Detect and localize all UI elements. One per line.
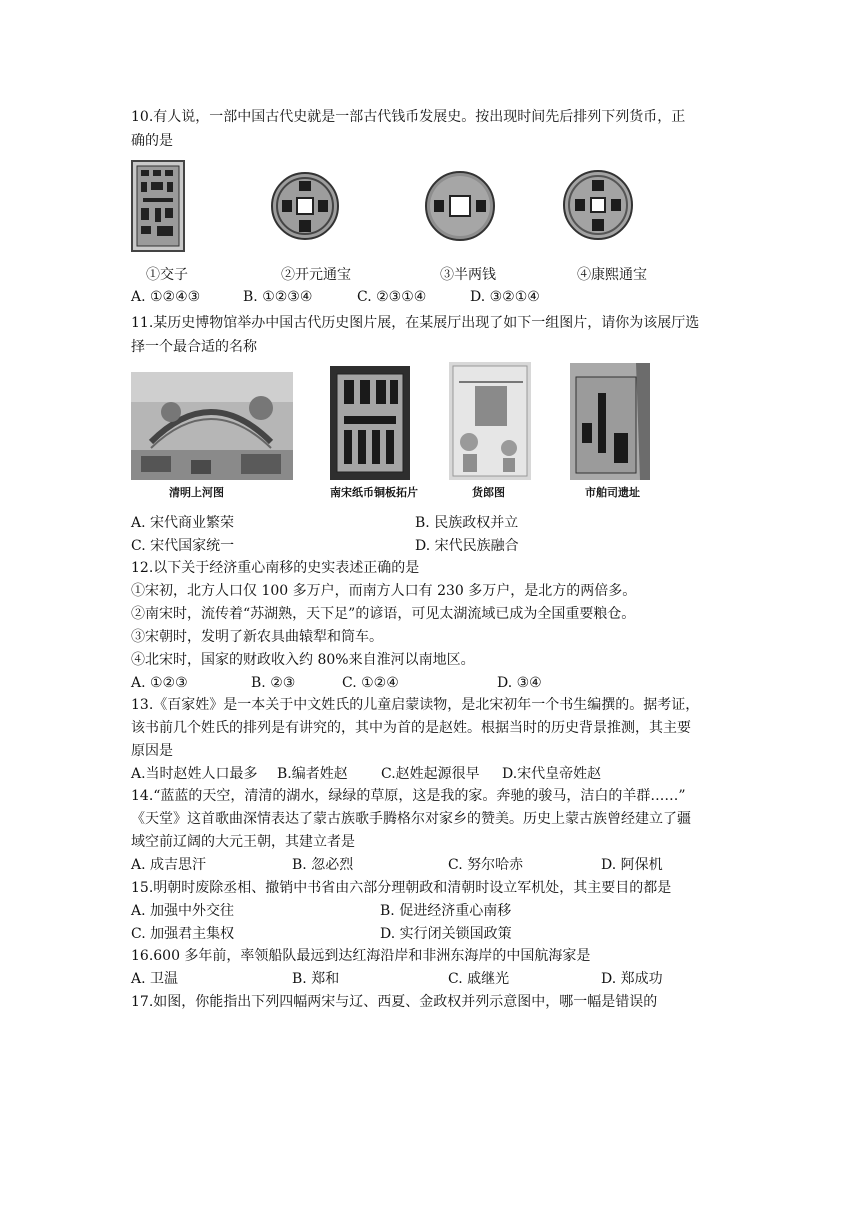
q10-option-d: D. ③②①④ bbox=[470, 289, 540, 305]
caption-qingming: 清明上河图 bbox=[169, 486, 224, 499]
caption-paper-money: 南宋纸币铜板拓片 bbox=[330, 486, 418, 499]
q10-stem-line2: 确的是 bbox=[131, 133, 173, 149]
q10-option-a: A. ①②④③ bbox=[131, 289, 201, 305]
kaiyuan-tongbao-coin-image bbox=[270, 170, 340, 242]
q10-stem-line1: 10.有人说，一部中国古代史就是一部古代钱币发展史。按出现时间先后排列下列货币，正 bbox=[131, 109, 686, 125]
q13-stem-line3: 原因是 bbox=[131, 743, 173, 759]
q12-option-c: C. ①②④ bbox=[342, 675, 399, 691]
coin-label-kangxi: ④康熙通宝 bbox=[577, 267, 647, 283]
q10-option-c: C. ②③①④ bbox=[357, 289, 427, 305]
coin-label-kaiyuan: ②开元通宝 bbox=[281, 267, 351, 283]
q14-option-d: D. 阿保机 bbox=[601, 857, 663, 873]
q16-option-a: A. 卫温 bbox=[131, 971, 179, 987]
q14-option-a: A. 成吉思汗 bbox=[131, 857, 207, 873]
caption-huolang: 货郎图 bbox=[472, 486, 505, 499]
q16-stem: 16.600 多年前，率领船队最远到达红海沿岸和非洲东海岸的中国航海家是 bbox=[131, 948, 591, 964]
q12-item-1: ①宋初，北方人口仅 100 多万户，而南方人口有 230 多万户，是北方的两倍多。 bbox=[131, 583, 637, 599]
q15-option-c: C. 加强君主集权 bbox=[131, 926, 235, 942]
q12-option-a: A. ①②③ bbox=[131, 675, 188, 691]
coin-label-jiaozi: ①交子 bbox=[146, 267, 188, 283]
q12-option-b: B. ②③ bbox=[251, 675, 296, 691]
q14-stem-line2: 《天堂》这首歌曲深情表达了蒙古族歌手腾格尔对家乡的赞美。历史上蒙古族曾经建立了疆 bbox=[131, 811, 691, 827]
huolang-painting-image bbox=[449, 362, 531, 480]
q13-option-a: A.当时赵姓人口最多 bbox=[131, 766, 258, 782]
q12-item-4: ④北宋时，国家的财政收入约 80%来自淮河以南地区。 bbox=[131, 652, 475, 668]
qingming-scroll-image bbox=[131, 372, 293, 480]
q16-option-d: D. 郑成功 bbox=[601, 971, 663, 987]
kangxi-tongbao-coin-image bbox=[562, 168, 634, 242]
q11-option-c: C. 宋代国家统一 bbox=[131, 538, 235, 554]
shibosi-ruins-stele-image bbox=[570, 363, 650, 480]
q14-option-b: B. 忽必烈 bbox=[292, 857, 354, 873]
q12-stem: 12.以下关于经济重心南移的史实表述正确的是 bbox=[131, 560, 420, 576]
q12-item-3: ③宋朝时，发明了新农具曲辕犁和筒车。 bbox=[131, 629, 383, 645]
song-paper-money-rubbing-image bbox=[330, 366, 410, 480]
q11-option-a: A. 宋代商业繁荣 bbox=[131, 515, 235, 531]
caption-shibosi: 市舶司遗址 bbox=[585, 486, 640, 499]
q11-stem-line1: 11.某历史博物馆举办中国古代历史图片展，在某展厅出现了如下一组图片，请你为该展厅选 bbox=[131, 315, 700, 331]
q11-stem-line2: 择一个最合适的名称 bbox=[131, 339, 257, 355]
coin-label-banliang: ③半两钱 bbox=[440, 267, 496, 283]
q14-option-c: C. 努尔哈赤 bbox=[448, 857, 524, 873]
q16-option-c: C. 戚继光 bbox=[448, 971, 510, 987]
q13-option-b: B.编者姓赵 bbox=[277, 766, 348, 782]
q10-option-b: B. ①②③④ bbox=[243, 289, 313, 305]
q14-stem-line1: 14.“蓝蓝的天空，清清的湖水，绿绿的草原，这是我的家。奔驰的骏马，洁白的羊群……” bbox=[131, 788, 686, 804]
q17-stem: 17.如图，你能指出下列四幅两宋与辽、西夏、金政权并列示意图中，哪一幅是错误的 bbox=[131, 994, 658, 1010]
q12-option-d: D. ③④ bbox=[497, 675, 542, 691]
q12-item-2: ②南宋时，流传着“苏湖熟，天下足”的谚语，可见太湖流域已成为全国重要粮仓。 bbox=[131, 606, 636, 622]
q13-option-c: C.赵姓起源很早 bbox=[381, 766, 480, 782]
q16-option-b: B. 郑和 bbox=[292, 971, 340, 987]
q15-option-b: B. 促进经济重心南移 bbox=[380, 903, 512, 919]
q11-option-d: D. 宋代民族融合 bbox=[415, 538, 519, 554]
q13-stem-line1: 13.《百家姓》是一本关于中文姓氏的儿童启蒙读物，是北宋初年一个书生编撰的。据考证， bbox=[131, 697, 700, 713]
jiaozi-banknote-image bbox=[131, 160, 185, 252]
q11-option-b: B. 民族政权并立 bbox=[415, 515, 519, 531]
q15-stem: 15.明朝时废除丞相、撤销中书省由六部分理朝政和清朝时设立军机处，其主要目的都是 bbox=[131, 880, 672, 896]
banliang-coin-image bbox=[424, 170, 496, 242]
q13-stem-line2: 该书前几个姓氏的排列是有讲究的，其中为首的是赵姓。根据当时的历史背景推测，其主要 bbox=[131, 720, 691, 736]
q15-option-d: D. 实行闭关锁国政策 bbox=[380, 926, 512, 942]
q15-option-a: A. 加强中外交往 bbox=[131, 903, 235, 919]
q14-stem-line3: 域空前辽阔的大元王朝，其建立者是 bbox=[131, 834, 355, 850]
q13-option-d: D.宋代皇帝姓赵 bbox=[502, 766, 602, 782]
